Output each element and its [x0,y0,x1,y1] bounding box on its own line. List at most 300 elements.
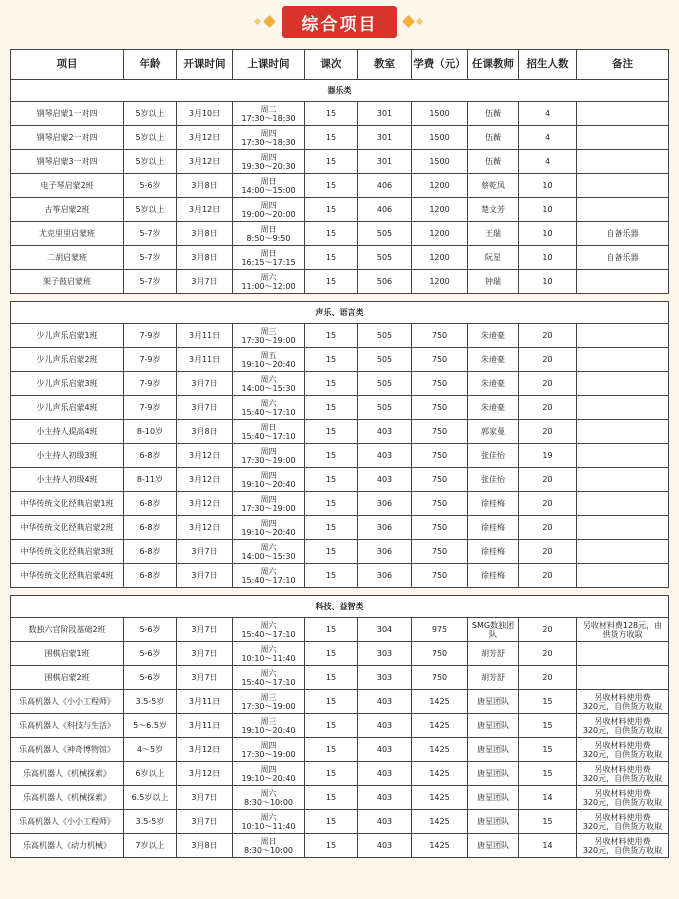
table-row [11,690,669,714]
cell-note [577,564,669,588]
cell-capacity: 15 [519,762,577,786]
cell-fee: 1200 [412,174,468,198]
cell-time [233,150,305,174]
header-teacher: 任课教师 [468,50,519,80]
cell-start: 3月12日 [177,762,233,786]
cell-fee: 750 [412,324,468,348]
cell-room: 505 [358,222,412,246]
cell-capacity: 20 [519,492,577,516]
cell-fee: 1200 [412,270,468,294]
time-range: 8:30～10:00 [243,797,294,807]
cell-capacity: 20 [519,516,577,540]
cell-age: 7-9岁 [124,324,177,348]
cell-age: 5岁以上 [124,126,177,150]
time-day: 周四 [260,470,277,480]
table-row [11,492,669,516]
cell-time [233,222,305,246]
time-day: 周四 [260,152,277,162]
cell-sessions: 15 [305,444,358,468]
cell-age: 4～5岁 [124,738,177,762]
cell-project: 乐高机器人《小小工程师》 [11,690,124,714]
cell-teacher: 徐桂梅 [468,540,519,564]
cell-room: 306 [358,540,412,564]
table-row [11,174,669,198]
cell-time [233,714,305,738]
time-range: 17:30～19:00 [241,503,296,513]
cell-note [577,468,669,492]
decor-diamond-icon [416,18,423,25]
cell-sessions: 15 [305,786,358,810]
cell-age: 5-6岁 [124,174,177,198]
cell-note [577,786,669,810]
time-range: 19:10～20:40 [241,479,296,489]
cell-start: 3月7日 [177,666,233,690]
cell-capacity: 20 [519,468,577,492]
note-line-2: 320元，自供货方收取 [582,725,663,735]
cell-teacher: 朱迪豪 [468,396,519,420]
cell-sessions: 15 [305,150,358,174]
table-row [11,810,669,834]
cell-sessions: 15 [305,642,358,666]
cell-age: 5岁以上 [124,102,177,126]
cell-project: 中华传统文化经典启蒙4班 [11,564,124,588]
note-line-2: 320元，自供货方收取 [582,845,663,855]
cell-teacher: 阮星 [468,246,519,270]
cell-project: 钢琴启蒙3一对四 [11,150,124,174]
time-day: 周日 [260,422,277,432]
cell-note [577,690,669,714]
cell-project: 乐高机器人《动力机械》 [11,834,124,858]
cell-fee: 1425 [412,786,468,810]
time-day: 周二 [260,104,277,114]
time-day: 周五 [260,350,277,360]
cell-sessions: 15 [305,714,358,738]
cell-note [577,396,669,420]
cell-room: 304 [358,618,412,642]
cell-note [577,738,669,762]
course-table [10,49,669,858]
cell-start: 3月7日 [177,270,233,294]
cell-teacher: 唐星团队 [468,786,519,810]
cell-sessions: 15 [305,372,358,396]
cell-note [577,516,669,540]
time-range: 10:10～11:40 [241,821,296,831]
cell-start: 3月12日 [177,738,233,762]
title-banner [0,0,679,44]
time-range: 19:10～20:40 [241,773,296,783]
cell-room: 406 [358,174,412,198]
note-line-1: 另收材料使用费 [594,716,651,726]
note-line-2: 320元，自供货方收取 [582,701,663,711]
cell-capacity: 20 [519,564,577,588]
cell-time [233,126,305,150]
cell-capacity: 20 [519,666,577,690]
header-start: 开课时间 [177,50,233,80]
time-day: 周四 [260,446,277,456]
table-row [11,246,669,270]
cell-time [233,564,305,588]
cell-note [577,348,669,372]
cell-note [577,714,669,738]
decor-diamond-icon [402,15,415,28]
cell-start: 3月7日 [177,564,233,588]
cell-note [577,126,669,150]
cell-project: 乐高机器人《神奇博物馆》 [11,738,124,762]
cell-room: 506 [358,270,412,294]
cell-teacher: 胡芳舒 [468,666,519,690]
table-row [11,516,669,540]
cell-fee: 1500 [412,150,468,174]
cell-capacity: 14 [519,786,577,810]
cell-start: 3月12日 [177,468,233,492]
cell-teacher: 唐星团队 [468,690,519,714]
time-day: 周四 [260,764,277,774]
cell-room: 403 [358,444,412,468]
cell-time [233,396,305,420]
note-line-1: 另收材料费128元，由 [582,620,663,630]
cell-time [233,468,305,492]
cell-time [233,834,305,858]
header-capacity: 招生人数 [519,50,577,80]
cell-sessions: 15 [305,270,358,294]
cell-time [233,810,305,834]
time-range: 17:30～19:00 [241,455,296,465]
cell-time [233,690,305,714]
page-title: 综合项目 [282,6,397,38]
cell-start: 3月7日 [177,540,233,564]
time-range: 14:00～15:00 [241,185,296,195]
cell-age: 5-6岁 [124,618,177,642]
cell-time [233,738,305,762]
cell-age: 6-8岁 [124,492,177,516]
cell-room: 403 [358,786,412,810]
time-range: 11:00～12:00 [241,281,296,291]
cell-capacity: 15 [519,738,577,762]
cell-project: 中华传统文化经典启蒙3班 [11,540,124,564]
cell-room: 403 [358,810,412,834]
time-range: 19:30～20:30 [241,161,296,171]
cell-room: 403 [358,714,412,738]
cell-start: 3月7日 [177,642,233,666]
cell-sessions: 15 [305,564,358,588]
cell-teacher: 张佳怡 [468,444,519,468]
time-day: 周六 [260,668,277,678]
cell-fee: 1425 [412,738,468,762]
header-time: 上课时间 [233,50,305,80]
cell-fee: 750 [412,516,468,540]
cell-teacher: 朱迪豪 [468,372,519,396]
cell-time [233,324,305,348]
time-day: 周日 [260,248,277,258]
note-line-1: 另收材料使用费 [594,788,651,798]
cell-start: 3月7日 [177,810,233,834]
cell-sessions: 15 [305,126,358,150]
cell-start: 3月12日 [177,516,233,540]
time-day: 周六 [260,542,277,552]
table-row [11,564,669,588]
note-line-1: 自备乐器 [606,229,639,238]
category-title: 器乐类 [11,80,669,102]
cell-age: 7岁以上 [124,834,177,858]
decor-diamond-icon [263,15,276,28]
cell-fee: 750 [412,372,468,396]
time-day: 周六 [260,566,277,576]
cell-fee: 750 [412,348,468,372]
cell-project: 小主持人提高4班 [11,420,124,444]
note-line-1: 另收材料使用费 [594,740,651,750]
cell-fee: 1425 [412,762,468,786]
cell-project: 小主持人初级4班 [11,468,124,492]
cell-sessions: 15 [305,516,358,540]
cell-teacher: 伍薇 [468,150,519,174]
cell-fee: 1425 [412,690,468,714]
cell-start: 3月12日 [177,492,233,516]
cell-project: 电子琴启蒙2班 [11,174,124,198]
cell-capacity: 20 [519,618,577,642]
cell-project: 少儿声乐启蒙2班 [11,348,124,372]
time-range: 17:30～18:30 [241,113,296,123]
cell-project: 中华传统文化经典启蒙2班 [11,516,124,540]
cell-start: 3月12日 [177,198,233,222]
cell-room: 406 [358,198,412,222]
cell-fee: 750 [412,420,468,444]
note-line-1: 另收材料使用费 [594,764,651,774]
cell-sessions: 15 [305,222,358,246]
cell-note [577,222,669,246]
cell-teacher: 伍薇 [468,126,519,150]
cell-sessions: 15 [305,738,358,762]
cell-teacher: 唐星团队 [468,834,519,858]
table-row [11,738,669,762]
cell-note [577,618,669,642]
cell-note [577,270,669,294]
cell-project: 古筝启蒙2班 [11,198,124,222]
table-row [11,324,669,348]
cell-note [577,642,669,666]
time-day: 周四 [260,740,277,750]
cell-fee: 750 [412,642,468,666]
cell-project: 少儿声乐启蒙1班 [11,324,124,348]
cell-fee: 750 [412,468,468,492]
cell-project: 架子鼓启蒙班 [11,270,124,294]
cell-fee: 975 [412,618,468,642]
time-day: 周六 [260,374,277,384]
cell-sessions: 15 [305,420,358,444]
cell-note [577,444,669,468]
cell-time [233,372,305,396]
cell-age: 6-8岁 [124,564,177,588]
cell-teacher: 徐桂梅 [468,492,519,516]
cell-room: 505 [358,372,412,396]
cell-teacher: 王瑞 [468,222,519,246]
cell-age: 7-9岁 [124,348,177,372]
cell-age: 5-6岁 [124,666,177,690]
cell-age: 7-9岁 [124,396,177,420]
cell-age: 6岁以上 [124,762,177,786]
cell-teacher: 朱迪豪 [468,348,519,372]
cell-age: 3.5-5岁 [124,810,177,834]
cell-room: 403 [358,762,412,786]
time-range: 19:10～20:40 [241,359,296,369]
cell-sessions: 15 [305,102,358,126]
time-range: 10:10～11:40 [241,653,296,663]
header-note: 备注 [577,50,669,80]
cell-time [233,618,305,642]
table-row [11,270,669,294]
cell-age: 5-7岁 [124,270,177,294]
cell-start: 3月12日 [177,150,233,174]
time-range: 17:30～18:30 [241,137,296,147]
cell-start: 3月8日 [177,834,233,858]
cell-sessions: 15 [305,246,358,270]
cell-note [577,666,669,690]
cell-age: 3.5-5岁 [124,690,177,714]
cell-age: 5-7岁 [124,222,177,246]
table-row [11,420,669,444]
cell-note [577,762,669,786]
table-row [11,618,669,642]
cell-teacher: 蔡乾凤 [468,174,519,198]
cell-fee: 1200 [412,222,468,246]
time-day: 周四 [260,128,277,138]
header-room: 教室 [358,50,412,80]
cell-time [233,348,305,372]
time-range: 14:00～15:30 [241,383,296,393]
cell-room: 403 [358,468,412,492]
cell-capacity: 10 [519,174,577,198]
cell-capacity: 10 [519,222,577,246]
time-range: 14:00～15:30 [241,551,296,561]
cell-room: 306 [358,492,412,516]
cell-capacity: 19 [519,444,577,468]
cell-room: 505 [358,396,412,420]
cell-capacity: 14 [519,834,577,858]
cell-room: 403 [358,420,412,444]
table-row [11,126,669,150]
time-range: 19:10～20:40 [241,725,296,735]
cell-fee: 1425 [412,810,468,834]
cell-start: 3月11日 [177,714,233,738]
cell-age: 5-7岁 [124,246,177,270]
cell-capacity: 10 [519,198,577,222]
cell-note [577,810,669,834]
cell-note [577,420,669,444]
cell-project: 乐高机器人《科技与生活》 [11,714,124,738]
cell-room: 303 [358,642,412,666]
cell-fee: 750 [412,444,468,468]
cell-sessions: 15 [305,810,358,834]
cell-room: 403 [358,738,412,762]
note-line-1: 另收材料使用费 [594,836,651,846]
cell-note [577,834,669,858]
time-day: 周六 [260,644,277,654]
category-row [11,596,669,618]
table-row [11,666,669,690]
cell-time [233,762,305,786]
cell-sessions: 15 [305,348,358,372]
cell-room: 403 [358,690,412,714]
header-project: 项目 [11,50,124,80]
cell-capacity: 20 [519,348,577,372]
cell-time [233,516,305,540]
cell-room: 301 [358,102,412,126]
cell-age: 8-10岁 [124,420,177,444]
cell-sessions: 15 [305,540,358,564]
cell-start: 3月11日 [177,348,233,372]
time-range: 8:50～9:50 [246,233,291,243]
cell-capacity: 10 [519,270,577,294]
cell-project: 二胡启蒙班 [11,246,124,270]
cell-room: 303 [358,666,412,690]
note-line-1: 另收材料使用费 [594,812,651,822]
cell-sessions: 15 [305,198,358,222]
cell-teacher: 张佳怡 [468,468,519,492]
cell-project: 数独六宫阶段基础2班 [11,618,124,642]
cell-room: 306 [358,564,412,588]
table-row [11,348,669,372]
cell-project: 乐高机器人《机械探索》 [11,762,124,786]
time-range: 17:30～19:00 [241,749,296,759]
cell-capacity: 20 [519,420,577,444]
cell-room: 505 [358,348,412,372]
cell-sessions: 15 [305,324,358,348]
time-day: 周六 [260,620,277,630]
cell-teacher: 唐星团队 [468,810,519,834]
cell-time [233,540,305,564]
table-row [11,372,669,396]
section-spacer-cell [11,588,669,596]
section-spacer-cell [11,294,669,302]
cell-project: 围棋启蒙1班 [11,642,124,666]
cell-note [577,324,669,348]
header-sessions: 课次 [305,50,358,80]
table-row [11,540,669,564]
cell-room: 505 [358,324,412,348]
cell-start: 3月7日 [177,372,233,396]
cell-sessions: 15 [305,666,358,690]
cell-capacity: 20 [519,540,577,564]
cell-room: 301 [358,150,412,174]
cell-sessions: 15 [305,690,358,714]
cell-start: 3月11日 [177,690,233,714]
table-row [11,834,669,858]
cell-capacity: 4 [519,102,577,126]
note-line-1: 自备乐器 [606,253,639,262]
cell-time [233,174,305,198]
time-day: 周四 [260,494,277,504]
table-row [11,444,669,468]
cell-project: 少儿声乐启蒙4班 [11,396,124,420]
time-range: 15:40～17:10 [241,677,296,687]
cell-project: 钢琴启蒙1一对四 [11,102,124,126]
cell-age: 6-8岁 [124,444,177,468]
cell-start: 3月7日 [177,396,233,420]
time-day: 周三 [260,326,277,336]
table-row [11,468,669,492]
category-row [11,302,669,324]
time-day: 周四 [260,200,277,210]
time-day: 周四 [260,518,277,528]
cell-start: 3月8日 [177,420,233,444]
time-range: 15:40～17:10 [241,431,296,441]
time-day: 周六 [260,812,277,822]
category-title: 科技、益智类 [11,596,669,618]
cell-start: 3月7日 [177,786,233,810]
cell-capacity: 4 [519,126,577,150]
cell-teacher: 胡芳舒 [468,642,519,666]
cell-room: 505 [358,246,412,270]
note-line-2: 320元，自供货方收取 [582,797,663,807]
